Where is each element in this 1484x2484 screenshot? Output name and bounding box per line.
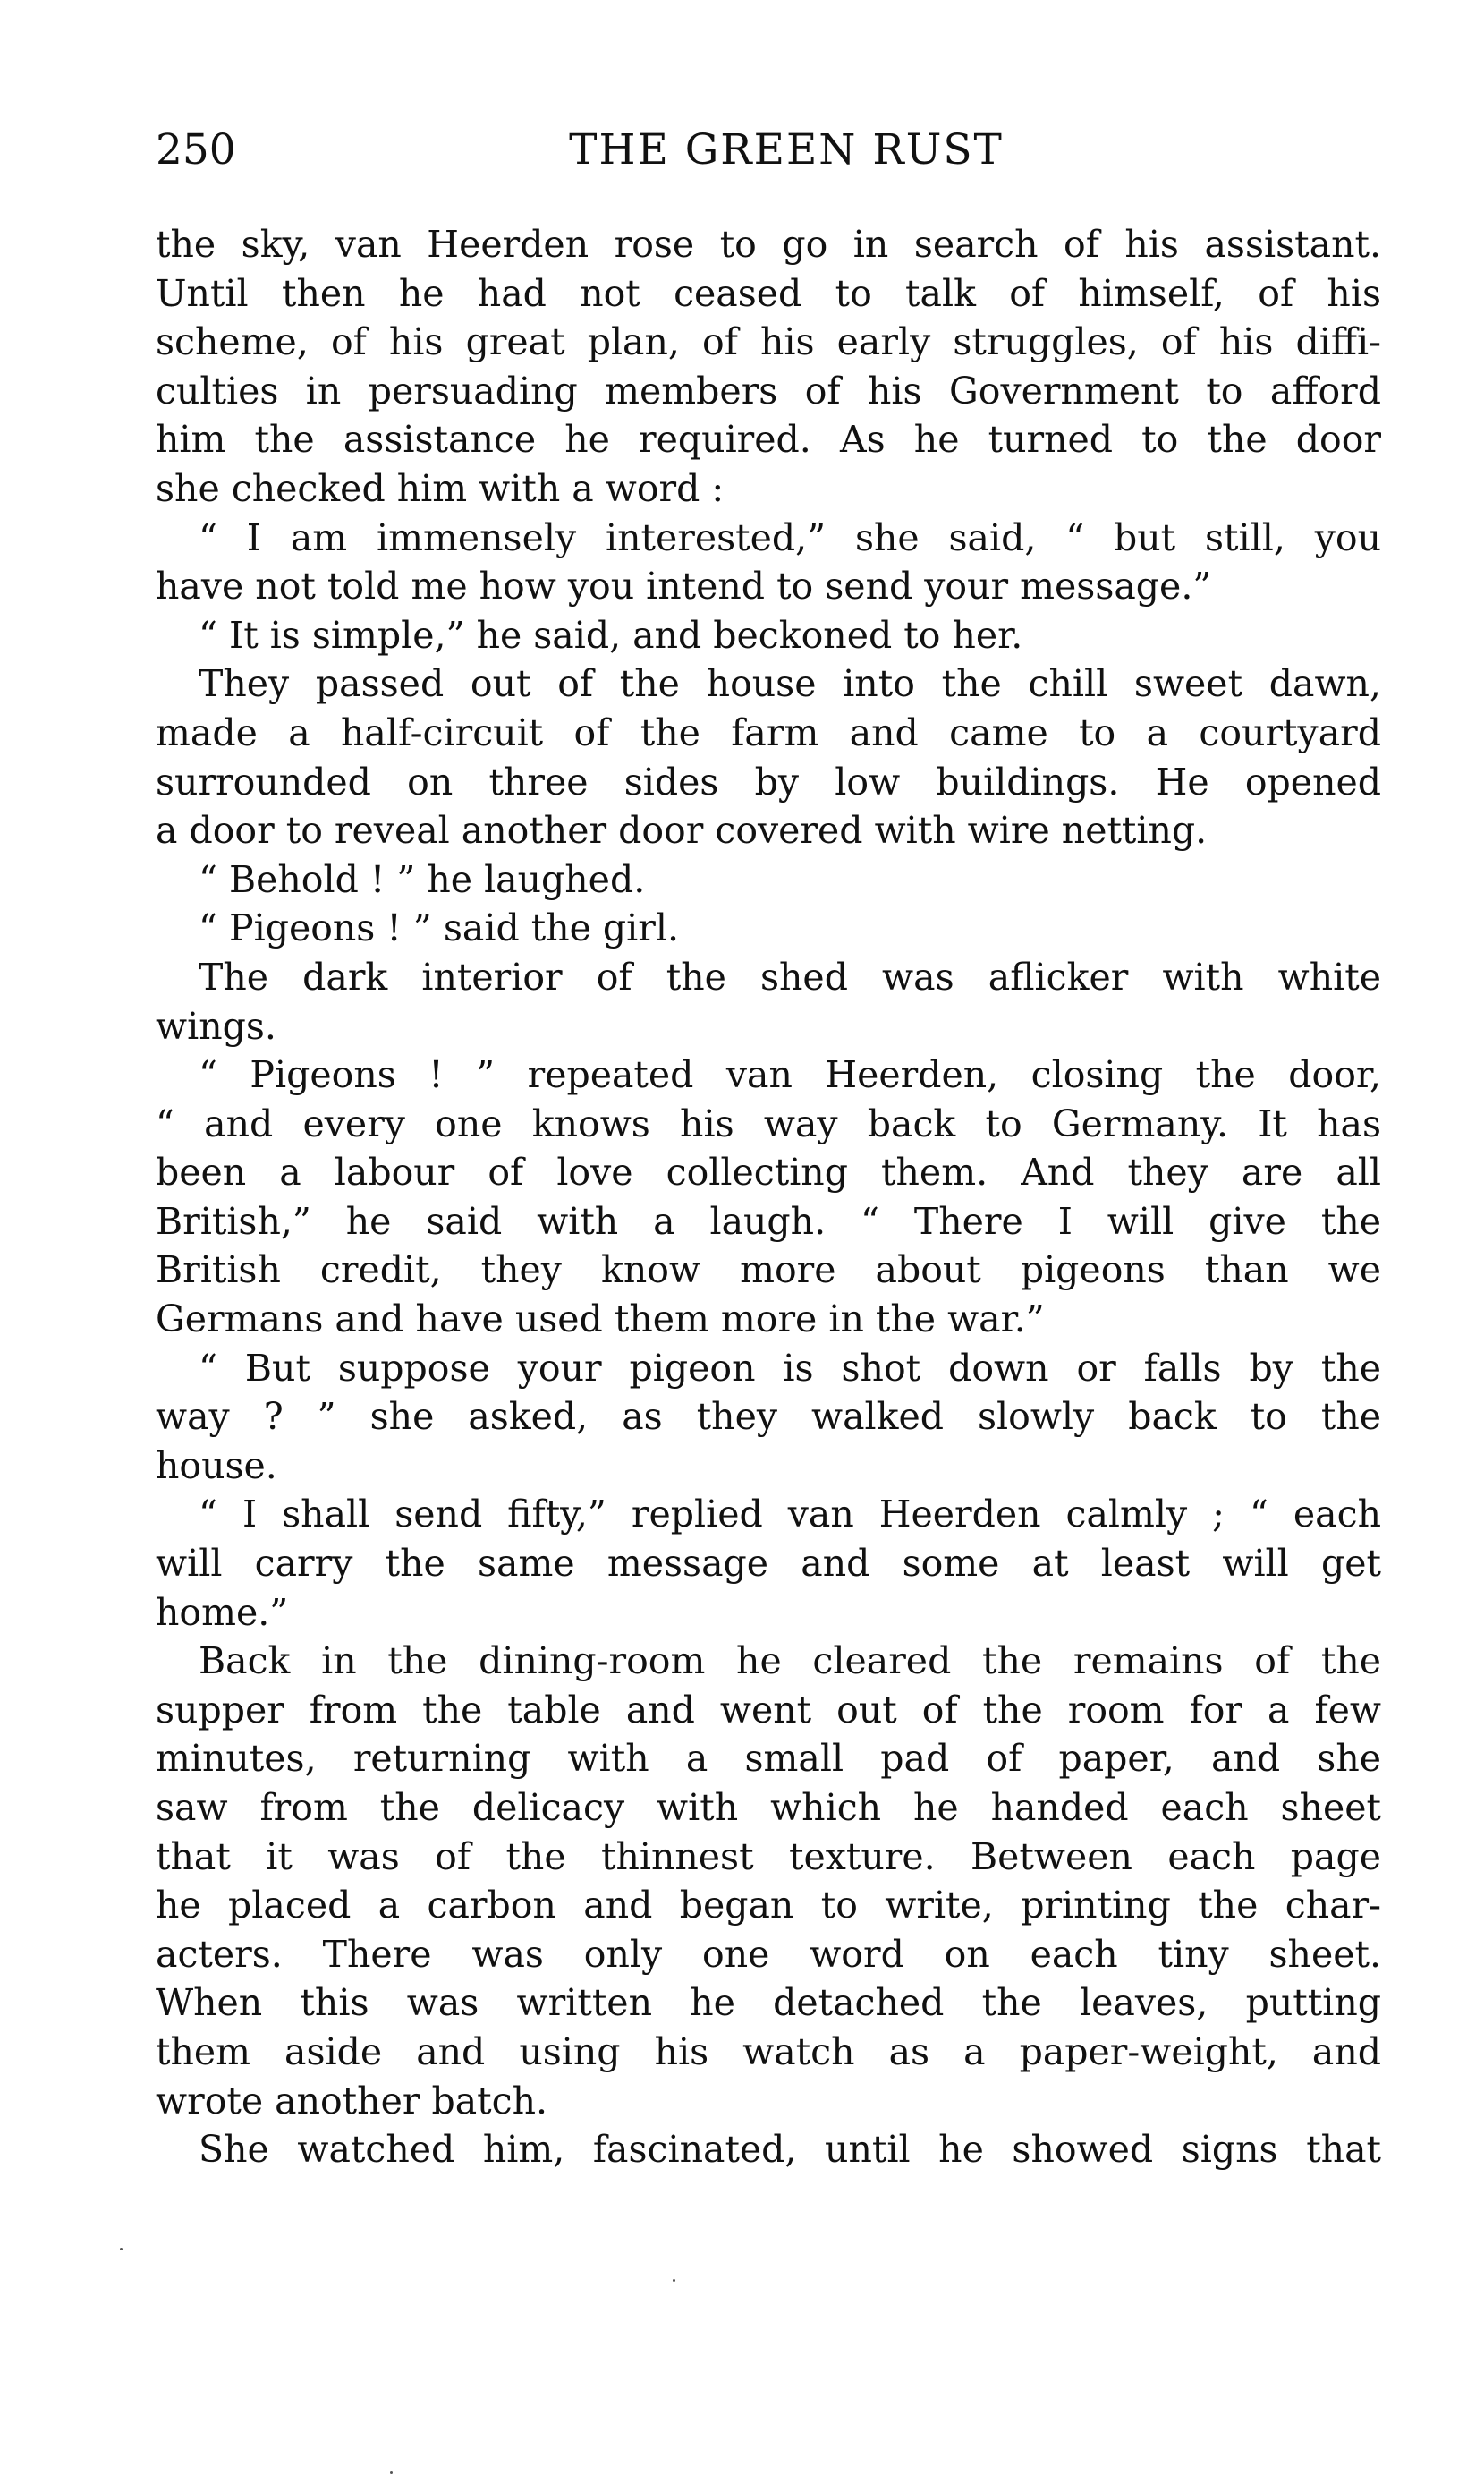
text-line: “ It is simple,” he said, and beckoned to her. <box>199 613 1023 657</box>
text-line: will carry the same message and some at least will get <box>156 1542 1381 1586</box>
running-title: THE GREEN RUST <box>569 125 1004 174</box>
text-line: have not told me how you intend to send your message.” <box>156 565 1212 608</box>
text-line: home.” <box>156 1590 289 1634</box>
text-line: “ Pigeons ! ” repeated van Heerden, closing the door, <box>199 1053 1381 1097</box>
text-line: culties in persuading members of his Government to afford <box>156 369 1381 413</box>
text-line: British credit, they know more about pigeons than we <box>156 1248 1381 1292</box>
text-line: he placed a carbon and began to write, printing the char- <box>156 1884 1381 1927</box>
text-line: Until then he had not ceased to talk of himself, of his <box>156 271 1381 315</box>
text-line: way ? ” she asked, as they walked slowly back to the <box>156 1395 1381 1439</box>
text-line: made a half-circuit of the farm and came to a courtyard <box>156 710 1381 754</box>
text-line: been a labour of love collecting them. And they are all <box>156 1151 1381 1195</box>
text-line: Back in the dining-room he cleared the remains of the <box>199 1639 1381 1683</box>
text-line: she checked him with a word : <box>156 466 725 510</box>
text-line: house. <box>156 1443 277 1487</box>
text-line: saw from the delicacy with which he handed each sheet <box>156 1786 1381 1829</box>
text-line: They passed out of the house into the chill sweet dawn, <box>199 662 1381 706</box>
text-line: When this was written he detached the leaves, putting <box>156 1981 1381 2025</box>
text-line: minutes, returning with a small pad of paper, and she <box>156 1737 1381 1781</box>
text-line: a door to reveal another door covered with wire netting. <box>156 809 1208 853</box>
text-line: The dark interior of the shed was aflicker with white <box>199 955 1381 999</box>
text-line: him the assistance he required. As he turned to the door <box>156 418 1381 462</box>
text-line: wrote another batch. <box>156 2079 548 2122</box>
paper-speck <box>390 2471 393 2474</box>
page-number: 250 <box>156 125 236 174</box>
text-line: “ But suppose your pigeon is shot down or falls by the <box>199 1346 1381 1390</box>
text-line: “ Behold ! ” he laughed. <box>199 857 646 901</box>
running-head <box>156 123 1381 177</box>
text-line: “ and every one knows his way back to Germany. It has <box>156 1102 1381 1145</box>
text-line: the sky, van Heerden rose to go in search of his assistant. <box>156 223 1381 266</box>
text-line: “ I shall send fifty,” replied van Heerden calmly ; “ each <box>199 1493 1381 1536</box>
text-line: Germans and have used them more in the war.” <box>156 1297 1045 1341</box>
text-line: “ I am immensely interested,” she said, “ but still, you <box>199 515 1381 559</box>
text-line: “ Pigeons ! ” said the girl. <box>199 906 680 950</box>
text-line: supper from the table and went out of the room for a few <box>156 1688 1381 1731</box>
text-line: acters. There was only one word on each tiny sheet. <box>156 1932 1381 1976</box>
text-line: wings. <box>156 1004 276 1048</box>
paper-speck <box>673 2279 675 2282</box>
text-line: surrounded on three sides by low buildings. He opened <box>156 760 1381 804</box>
text-line: She watched him, fascinated, until he showed signs that <box>199 2128 1381 2172</box>
text-line: British,” he said with a laugh. “ There I will give the <box>156 1199 1381 1243</box>
paper-speck <box>120 2248 123 2250</box>
body-text <box>156 220 1381 2174</box>
text-line: them aside and using his watch as a paper-weight, and <box>156 2029 1381 2073</box>
text-line: that it was of the thinnest texture. Between each page <box>156 1834 1381 1878</box>
text-line: scheme, of his great plan, of his early struggles, of his diffi- <box>156 320 1381 364</box>
